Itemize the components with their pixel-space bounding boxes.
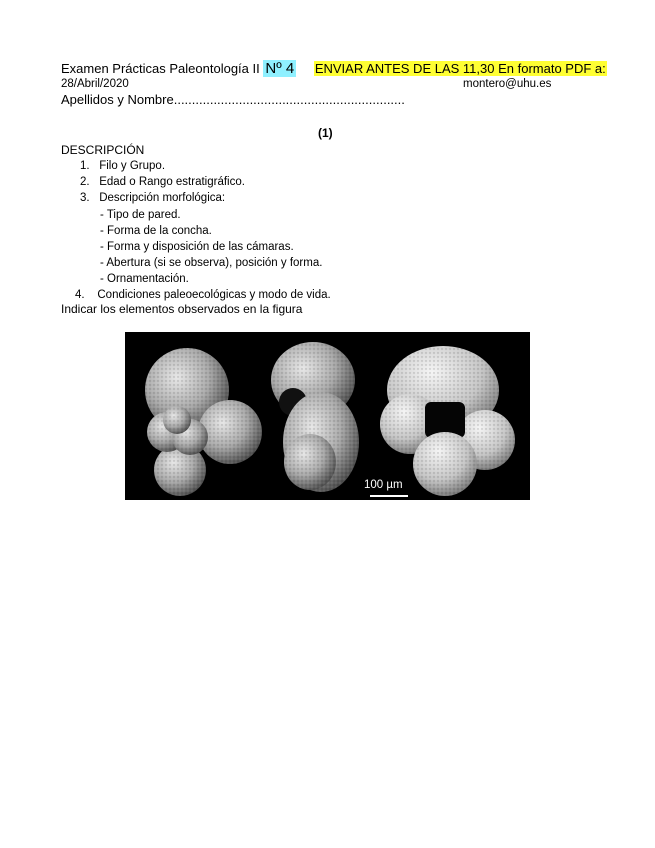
- description-heading: DESCRIPCIÓN: [61, 143, 145, 157]
- list-item-number: 3.: [80, 192, 90, 204]
- name-field-line: Apellidos y Nombre................................................................: [61, 92, 405, 107]
- exam-title-line: [61, 60, 607, 77]
- deadline-notice: ENVIAR ANTES DE LAS 11,30 En formato PDF a:: [314, 61, 606, 76]
- sub-item: - Ornamentación.: [100, 273, 189, 285]
- specimen-3: [380, 346, 515, 496]
- exam-title: Examen Prácticas Paleontología II: [61, 61, 260, 76]
- figure-instruction: Indicar los elementos observados en la figura: [61, 302, 303, 316]
- list-item-text: Filo y Grupo.: [99, 160, 166, 172]
- exam-date: 28/Abril/2020: [61, 78, 129, 90]
- list-item: [80, 160, 165, 172]
- scale-label: 100 µm: [364, 479, 403, 491]
- specimen-1: [145, 348, 262, 496]
- sub-item: - Abertura (si se observa), posición y forma.: [100, 257, 323, 269]
- list-item-text: Condiciones paleoecológicas y modo de vida.: [97, 289, 331, 301]
- exam-number: Nº 4: [265, 60, 295, 77]
- specimen-2: [271, 342, 359, 492]
- list-item-number: 1.: [80, 160, 90, 172]
- list-item-number: 2.: [80, 176, 90, 188]
- list-item: [80, 192, 225, 204]
- sub-item: - Forma y disposición de las cámaras.: [100, 241, 294, 253]
- question-number: (1): [318, 126, 333, 140]
- list-item: [75, 289, 331, 301]
- foraminifera-micrograph: [125, 332, 530, 500]
- micrograph-image: [125, 332, 530, 500]
- list-item-text: Edad o Rango estratigráfico.: [99, 176, 245, 188]
- scale-bar: [370, 495, 408, 497]
- list-item: [80, 176, 245, 188]
- list-item-text: Descripción morfológica:: [99, 192, 226, 204]
- sub-item: - Forma de la concha.: [100, 225, 212, 237]
- contact-email: montero@uhu.es: [463, 78, 552, 90]
- list-item-number: 4.: [75, 289, 85, 301]
- sub-item: - Tipo de pared.: [100, 209, 181, 221]
